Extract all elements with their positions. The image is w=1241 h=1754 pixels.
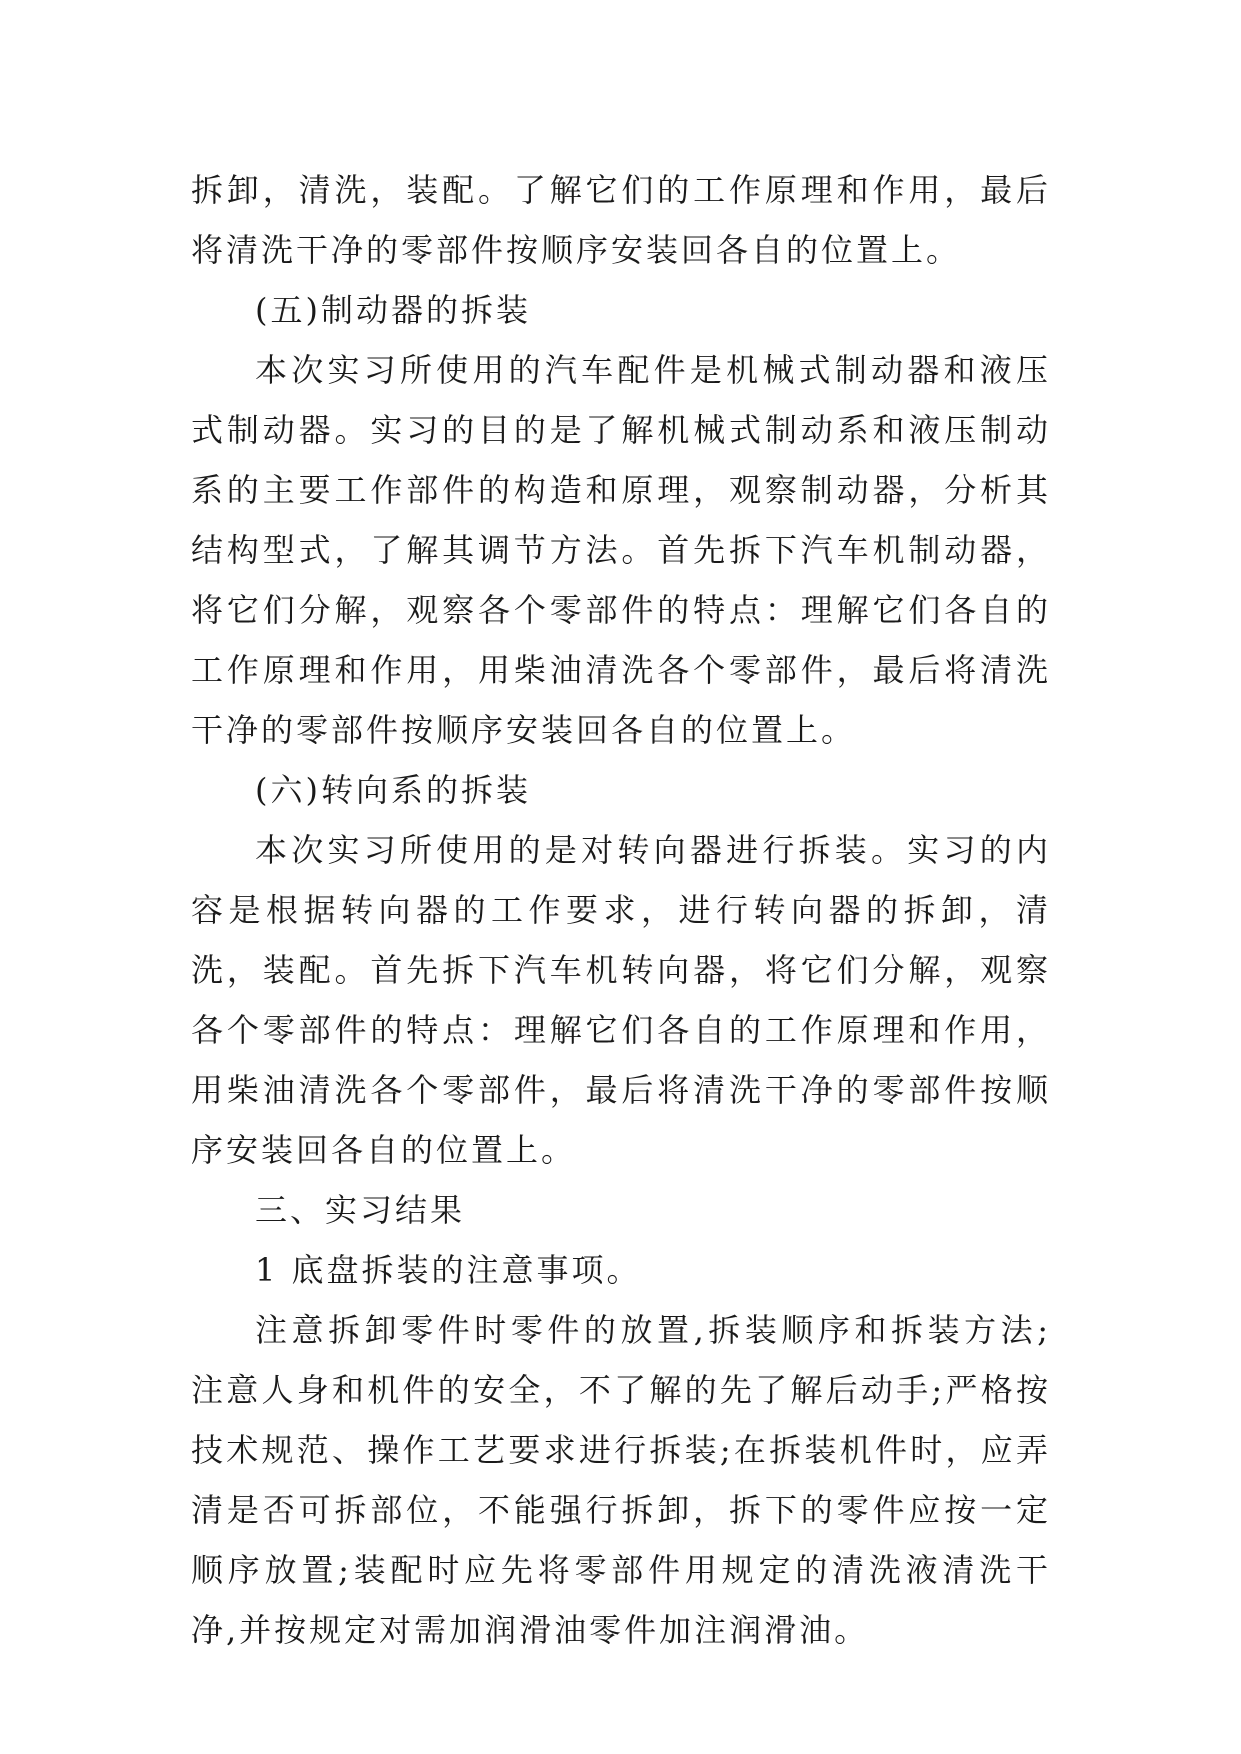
subheading-chassis-notes: 1 底盘拆装的注意事项。	[255, 1251, 642, 1289]
section-heading-brake: (五)制动器的拆装	[255, 291, 531, 329]
paragraph-brake-disassembly: 本次实习所使用的汽车配件是机械式制动器和液压式制动器。实习的目的是了解机械式制动系和液压制动系的主要工作部件的构造和原理，观察制动器，分析其结构型式，了解其调节方法。首先拆下汽车机制动器，将它们分解，观察各个零部件的特点：理解它们各自的工作原理和作用，用柴油清洗各个零部件，最后将清洗干净的零部件按顺序安装回各自的位置上。	[191, 351, 1051, 749]
document-body	[191, 160, 1051, 1660]
section-heading-results: 三、实习结果	[255, 1191, 466, 1229]
paragraph-chassis-notes: 注意拆卸零件时零件的放置,拆装顺序和拆装方法;注意人身和机件的安全，不了解的先了解后动手;严格按技术规范、操作工艺要求进行拆装;在拆装机件时，应弄清是否可拆部位，不能强行拆卸，拆下的零件应按一定顺序放置;装配时应先将零部件用规定的清洗液清洗干净,并按规定对需加润滑油零件加注润滑油。	[191, 1311, 1051, 1649]
paragraph-continuation: 拆卸，清洗，装配。了解它们的工作原理和作用，最后将清洗干净的零部件按顺序安装回各自的位置上。	[191, 171, 1051, 269]
paragraph-steering-disassembly: 本次实习所使用的是对转向器进行拆装。实习的内容是根据转向器的工作要求，进行转向器的拆卸，清洗，装配。首先拆下汽车机转向器，将它们分解，观察各个零部件的特点：理解它们各自的工作原理和作用，用柴油清洗各个零部件，最后将清洗干净的零部件按顺序安装回各自的位置上。	[191, 831, 1051, 1169]
section-heading-steering: (六)转向系的拆装	[255, 771, 531, 809]
